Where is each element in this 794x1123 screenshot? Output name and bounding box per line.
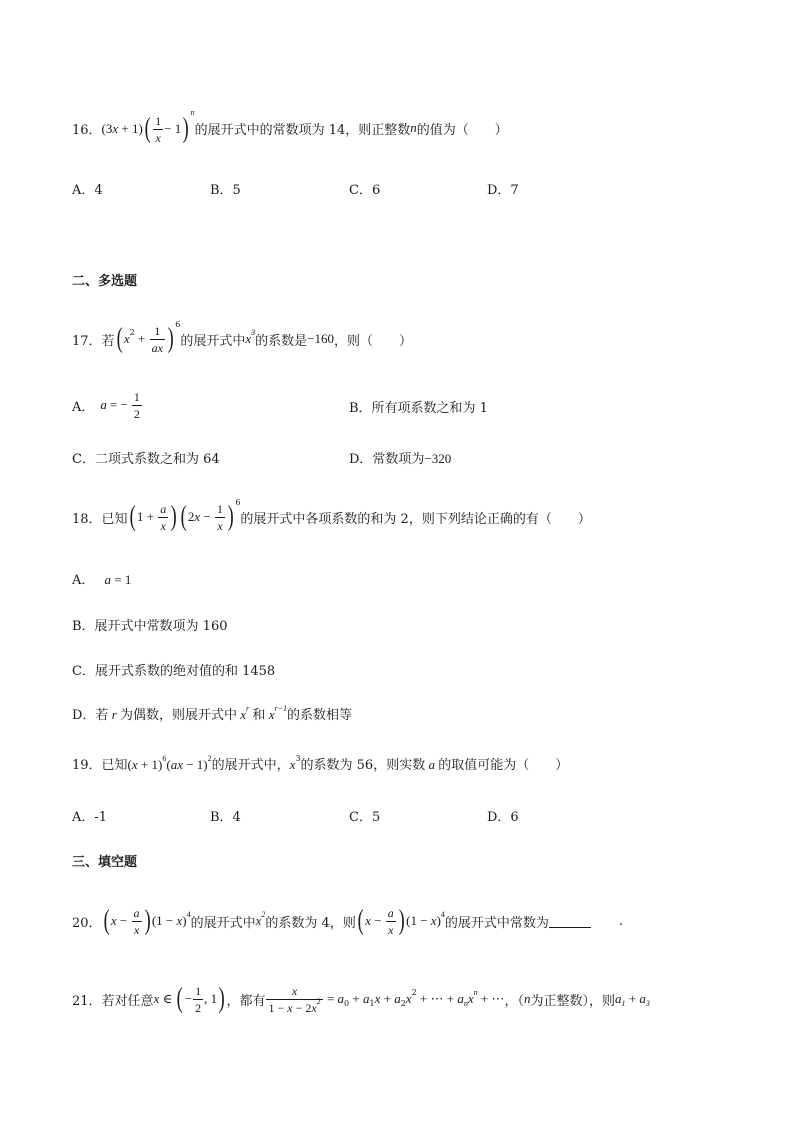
q17-stem2: 的系数是 — [255, 333, 308, 349]
q18-option-a-label: A． — [72, 573, 95, 588]
q17-option-b: B．所有项系数之和为 1 — [349, 401, 488, 416]
q18-option-d-part1: D．若 — [72, 708, 109, 723]
q16-option-c: C．6 — [349, 183, 381, 198]
q19-formula: $(x + 1)^6(ax - 1)^2$ — [127, 754, 212, 772]
q17-option-d — [349, 448, 451, 467]
q21-tail: $a_1 + a_3$ — [614, 991, 650, 1008]
q20-x-squared: $x^2$ — [255, 910, 266, 928]
q16-option-b: B．5 — [210, 183, 241, 198]
question-17 — [72, 316, 412, 362]
q19-number: 19．已知 — [72, 758, 128, 773]
q16-formula: (3x + 1)( $\frac{1}{x}$ − 1)$^n$ — [101, 107, 195, 145]
q17-option-c: C．二项式系数之和为 64 — [72, 452, 220, 467]
q16-stem2: 的值为（ ） — [416, 122, 508, 138]
q20-stem3: 的展开式中常数为 — [444, 915, 549, 931]
q20-formula-2: ( x − $\frac{a}{x}$ ) $(1 - x)^4$ — [357, 905, 445, 937]
q17-option-d-label: D．常数项为 — [349, 452, 425, 467]
q17-stem: 的展开式中 — [180, 333, 246, 349]
q17-x-cubed: $x^3$ — [245, 328, 256, 346]
q16-var-n: n — [410, 120, 417, 135]
q17-option-a: A． a = − $\frac{1}{2}$ — [72, 389, 140, 421]
question-18 — [72, 493, 591, 541]
q19-option-b: B．4 — [210, 810, 241, 825]
q20-formula-1: ( x − $\frac{a}{x}$ ) $(1 - x)^4$ — [103, 905, 191, 937]
q21-series-sep: ，（ — [504, 993, 524, 1009]
question-21 — [72, 975, 650, 1023]
question-20 — [72, 897, 623, 945]
q21-series: $\frac{x}{1 - x - 2x^2}$ = $a_0 + a_1x + a_2x^2$ + ⋯ + $a_nx^n$ + ⋯ — [268, 983, 505, 1015]
q18-number: 18．已知 — [72, 511, 128, 527]
q17-stem3: ，则（ ） — [334, 333, 413, 349]
q21-domain: x ∈ ( − $\frac{1}{2}$ , 1) — [153, 983, 225, 1015]
question-16 — [72, 104, 508, 152]
q16-number: 16． — [72, 122, 102, 138]
q18-option-a: A． a = 1 — [72, 572, 132, 588]
q18-formula: ( 1 + $\frac{a}{x}$ ) ( 2x − $\frac{1}{x}$ ) $^6$ — [129, 497, 241, 533]
q21-var-n: n — [523, 991, 531, 1006]
q20-number: 20． — [72, 915, 102, 931]
q16-option-a: A．4 — [72, 183, 103, 198]
q17-option-a-label: A． — [72, 399, 95, 415]
q19-stem: 的展开式中， — [211, 758, 290, 773]
q17-option-d-value: −320 — [424, 451, 452, 466]
q20-stem: 的展开式中 — [190, 915, 256, 931]
q18-option-d-part3: 和 — [252, 708, 266, 723]
q20-stem2: 的系数为 4，则 — [265, 915, 356, 931]
q18-option-b: B．展开式中常数项为 160 — [72, 619, 228, 634]
q17-formula: ( $x^2$ + $\frac{1}{ax}$ ) $^6$ — [116, 319, 181, 355]
section-heading-fill-in: 三、填空题 — [72, 855, 138, 870]
q21-mid: ，都有 — [226, 993, 266, 1009]
q17-number: 17．若 — [72, 333, 115, 349]
q18-option-d-part2: 为偶数，则展开式中 — [120, 708, 238, 723]
q21-n-note: 为正整数），则 — [530, 993, 615, 1009]
q18-stem: 的展开式中各项系数的和为 2，则下列结论正确的有（ ） — [240, 511, 591, 527]
q18-option-d-part4: 的系数相等 — [286, 708, 352, 723]
q19-option-a: A．-1 — [72, 810, 108, 825]
q21-number: 21．若对任意 — [72, 993, 154, 1009]
q19-stem2: 的系数为 56，则实数 — [300, 758, 426, 773]
q20-end: . — [618, 913, 624, 929]
q19-option-d: D．6 — [487, 810, 519, 825]
q16-stem: 的展开式中的常数项为 14，则正整数 — [194, 122, 411, 138]
q18-option-d: D．若 r 为偶数，则展开式中 $x^r$ 和 $x^{r-1}$的系数相等 — [72, 704, 352, 723]
q18-option-c: C．展开式系数的绝对值的和 1458 — [72, 664, 276, 679]
q17-value: −160 — [307, 331, 334, 346]
section-heading-multiple-choice: 二、多选题 — [72, 274, 138, 289]
q19-option-c: C．5 — [349, 810, 381, 825]
q19-stem3: 的取值可能为（ ） — [438, 758, 569, 773]
q20-answer-blank[interactable] — [549, 915, 591, 928]
question-19: 19．已知$(x + 1)^6(ax - 1)^2$的展开式中，$x^3$的系数为 56，则实数 a 的取值可能为（ ） — [72, 754, 569, 773]
q16-option-d: D．7 — [487, 183, 519, 198]
